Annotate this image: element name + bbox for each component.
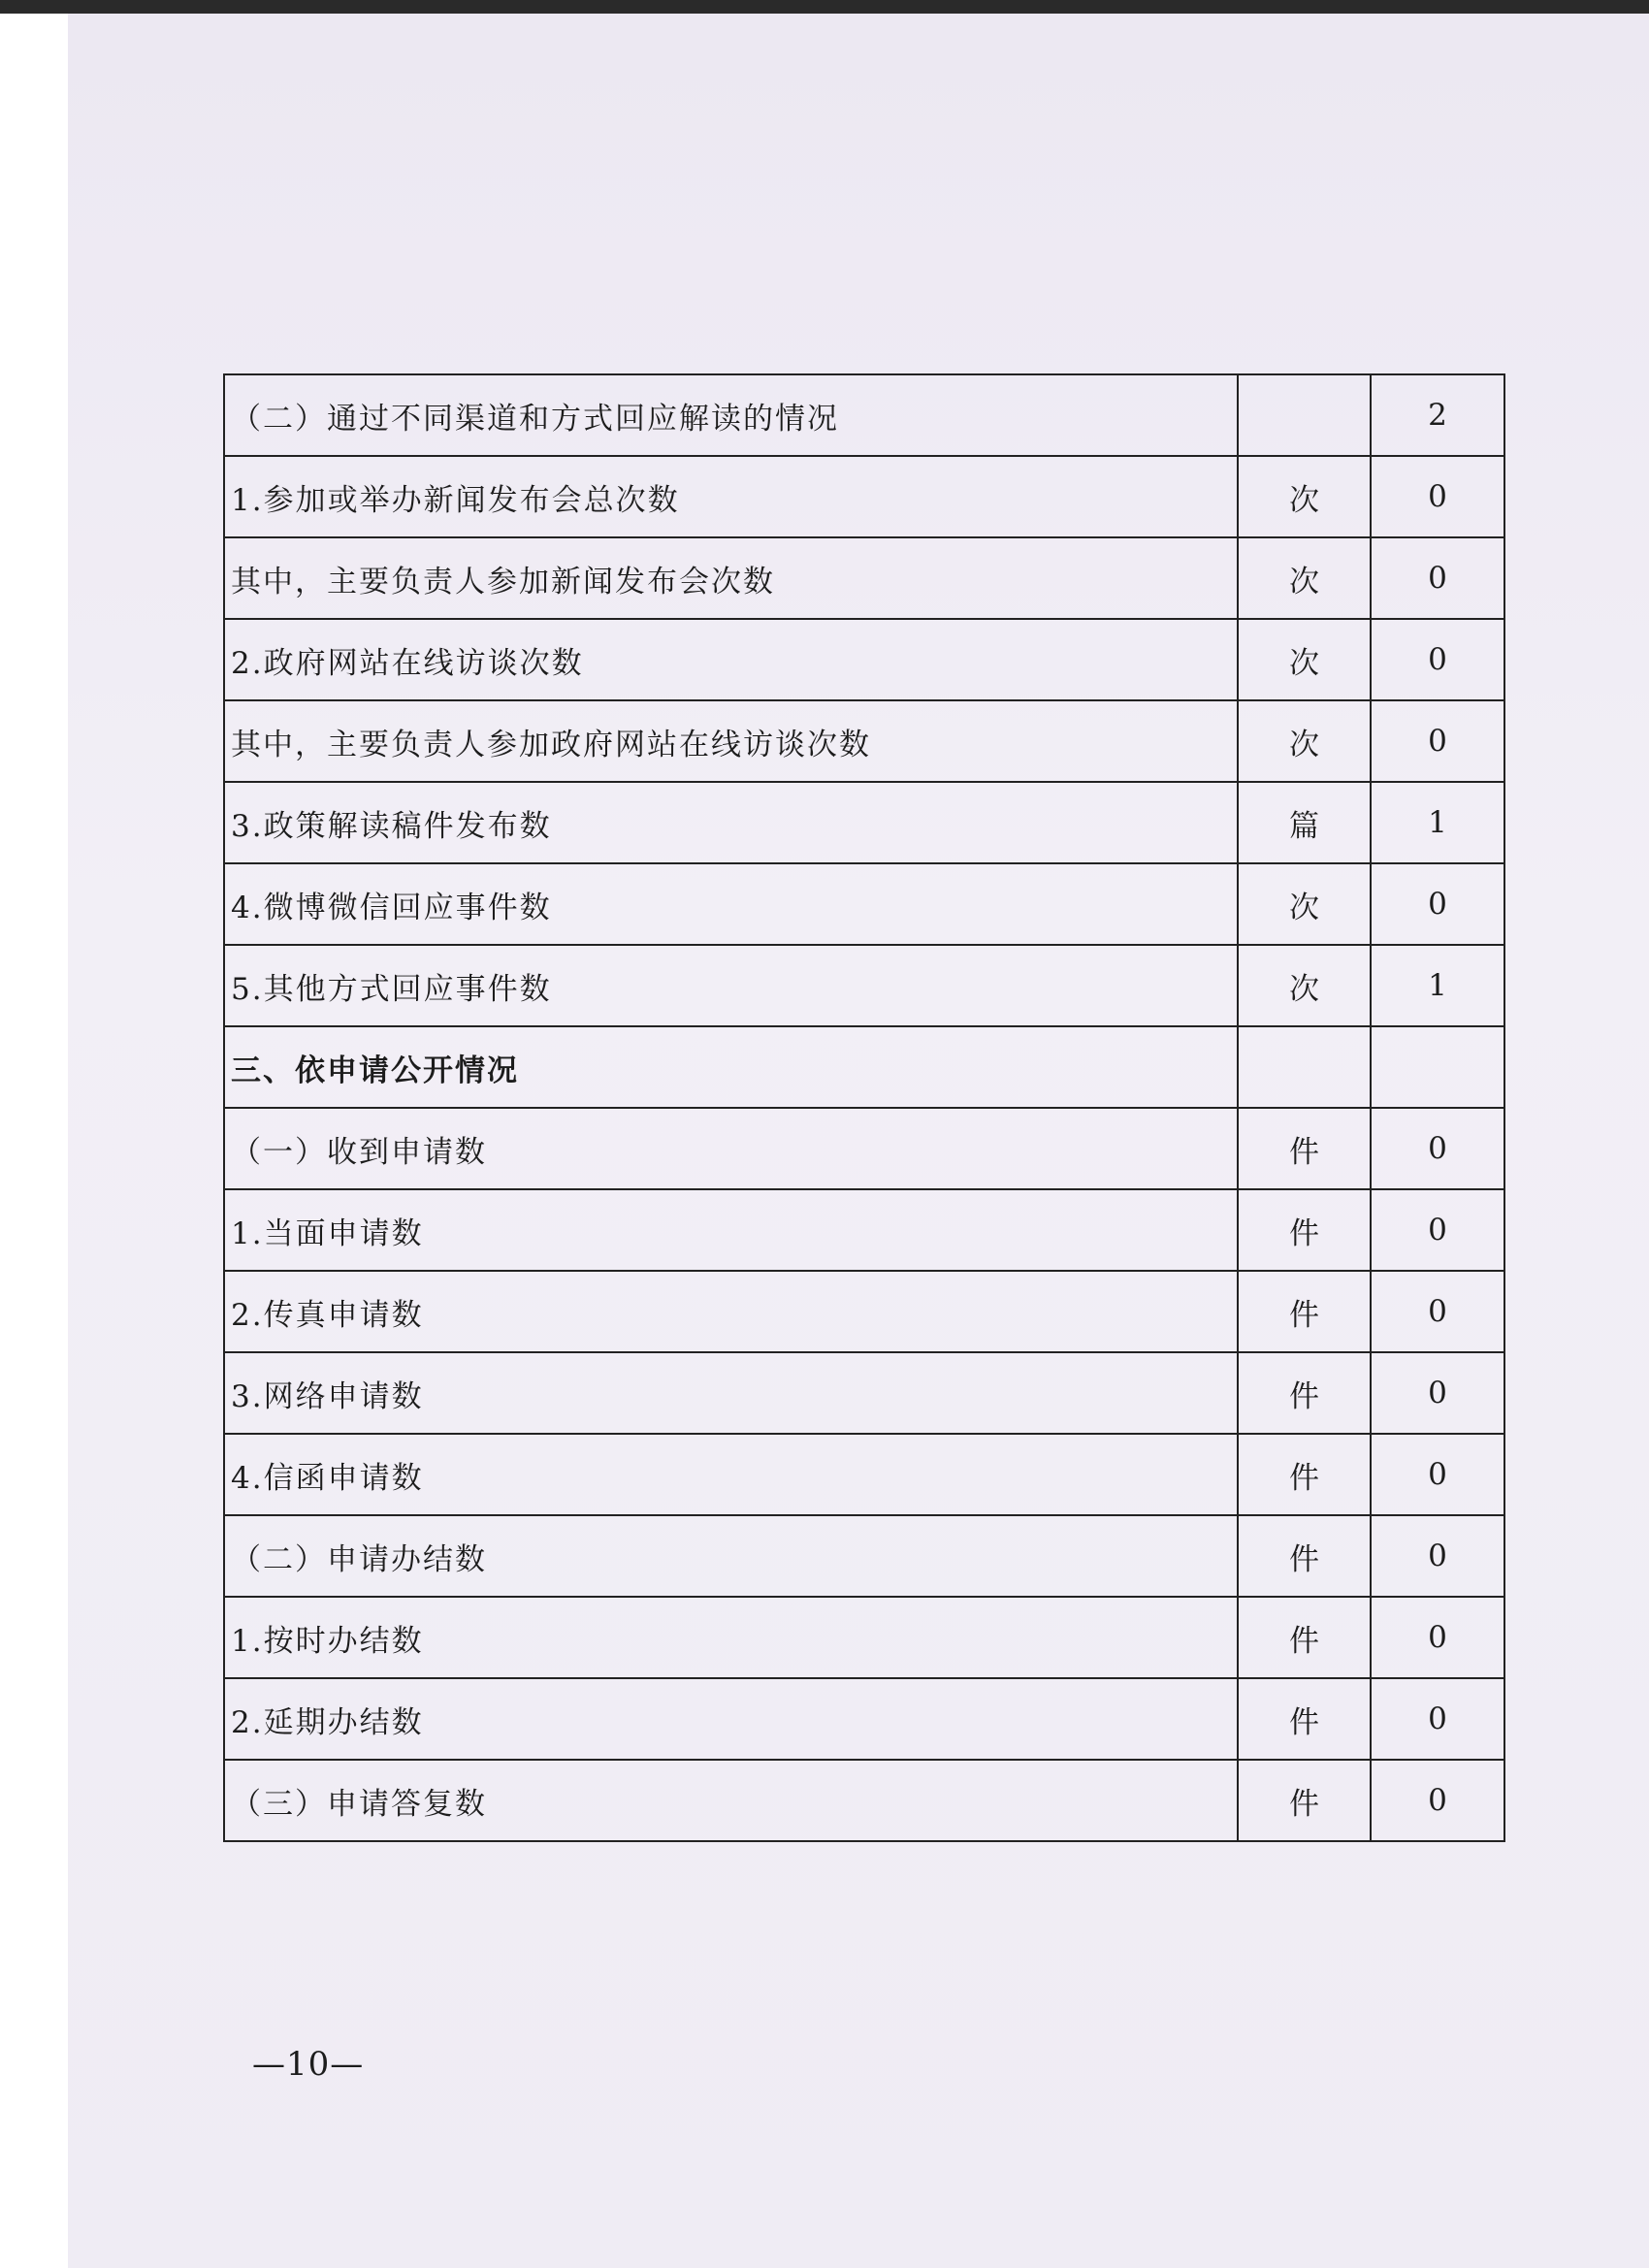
- scan-left-margin: [0, 0, 68, 2268]
- row-unit: 件: [1238, 1434, 1371, 1515]
- row-unit: [1238, 374, 1371, 456]
- row-unit: 件: [1238, 1597, 1371, 1678]
- row-unit: [1238, 1026, 1371, 1108]
- table-row: [224, 1352, 1504, 1434]
- row-value: 0: [1371, 1678, 1504, 1760]
- row-value: 0: [1371, 1352, 1504, 1434]
- row-value: 1: [1371, 945, 1504, 1026]
- row-unit: 次: [1238, 537, 1371, 619]
- row-item-label: 1.参加或举办新闻发布会总次数: [224, 456, 1238, 537]
- row-item-label: 4.微博微信回应事件数: [224, 863, 1238, 945]
- statistics-table: [223, 373, 1505, 1842]
- row-unit: 次: [1238, 863, 1371, 945]
- row-item-label: 2.传真申请数: [224, 1271, 1238, 1352]
- table-row: [224, 1678, 1504, 1760]
- table-row: [224, 1189, 1504, 1271]
- row-value: 0: [1371, 863, 1504, 945]
- page-number: —10—: [252, 2045, 365, 2084]
- row-value: 0: [1371, 1108, 1504, 1189]
- row-item-label: 4.信函申请数: [224, 1434, 1238, 1515]
- row-unit: 件: [1238, 1678, 1371, 1760]
- row-item-label: 1.当面申请数: [224, 1189, 1238, 1271]
- scan-top-edge: [0, 0, 1649, 14]
- row-item-label: 3.网络申请数: [224, 1352, 1238, 1434]
- row-value: 0: [1371, 1597, 1504, 1678]
- table-row: [224, 1597, 1504, 1678]
- row-item-label: 5.其他方式回应事件数: [224, 945, 1238, 1026]
- section-heading-row: [224, 1026, 1504, 1108]
- row-value: [1371, 1026, 1504, 1108]
- row-value: 2: [1371, 374, 1504, 456]
- table-row: [224, 456, 1504, 537]
- row-unit: 次: [1238, 456, 1371, 537]
- row-item-label: 其中，主要负责人参加新闻发布会次数: [224, 537, 1238, 619]
- row-value: 0: [1371, 1760, 1504, 1841]
- table-row: [224, 863, 1504, 945]
- table-row: [224, 1515, 1504, 1597]
- row-item-label: （二）通过不同渠道和方式回应解读的情况: [224, 374, 1238, 456]
- table-row: [224, 537, 1504, 619]
- row-item-label: （二）申请办结数: [224, 1515, 1238, 1597]
- row-value: 0: [1371, 619, 1504, 700]
- row-item-label: 2.政府网站在线访谈次数: [224, 619, 1238, 700]
- row-item-label: 1.按时办结数: [224, 1597, 1238, 1678]
- row-value: 0: [1371, 1515, 1504, 1597]
- row-unit: 次: [1238, 619, 1371, 700]
- table-row: [224, 1271, 1504, 1352]
- row-value: 0: [1371, 700, 1504, 782]
- row-value: 0: [1371, 1189, 1504, 1271]
- row-value: 0: [1371, 537, 1504, 619]
- row-unit: 件: [1238, 1760, 1371, 1841]
- row-unit: 件: [1238, 1108, 1371, 1189]
- row-unit: 件: [1238, 1515, 1371, 1597]
- table-row: [224, 1108, 1504, 1189]
- row-value: 0: [1371, 1271, 1504, 1352]
- row-item-label: （一）收到申请数: [224, 1108, 1238, 1189]
- section-heading: 三、依申请公开情况: [224, 1026, 1238, 1108]
- table-row: [224, 374, 1504, 456]
- table-row: [224, 945, 1504, 1026]
- row-item-label: （三）申请答复数: [224, 1760, 1238, 1841]
- row-value: 1: [1371, 782, 1504, 863]
- row-value: 0: [1371, 456, 1504, 537]
- table-row: [224, 782, 1504, 863]
- row-item-label: 其中，主要负责人参加政府网站在线访谈次数: [224, 700, 1238, 782]
- row-unit: 件: [1238, 1352, 1371, 1434]
- table-row: [224, 1434, 1504, 1515]
- row-unit: 件: [1238, 1189, 1371, 1271]
- row-item-label: 3.政策解读稿件发布数: [224, 782, 1238, 863]
- row-unit: 次: [1238, 700, 1371, 782]
- row-unit: 件: [1238, 1271, 1371, 1352]
- row-unit: 篇: [1238, 782, 1371, 863]
- table-row: [224, 619, 1504, 700]
- row-value: 0: [1371, 1434, 1504, 1515]
- table-row: [224, 1760, 1504, 1841]
- table-row: [224, 700, 1504, 782]
- row-unit: 次: [1238, 945, 1371, 1026]
- row-item-label: 2.延期办结数: [224, 1678, 1238, 1760]
